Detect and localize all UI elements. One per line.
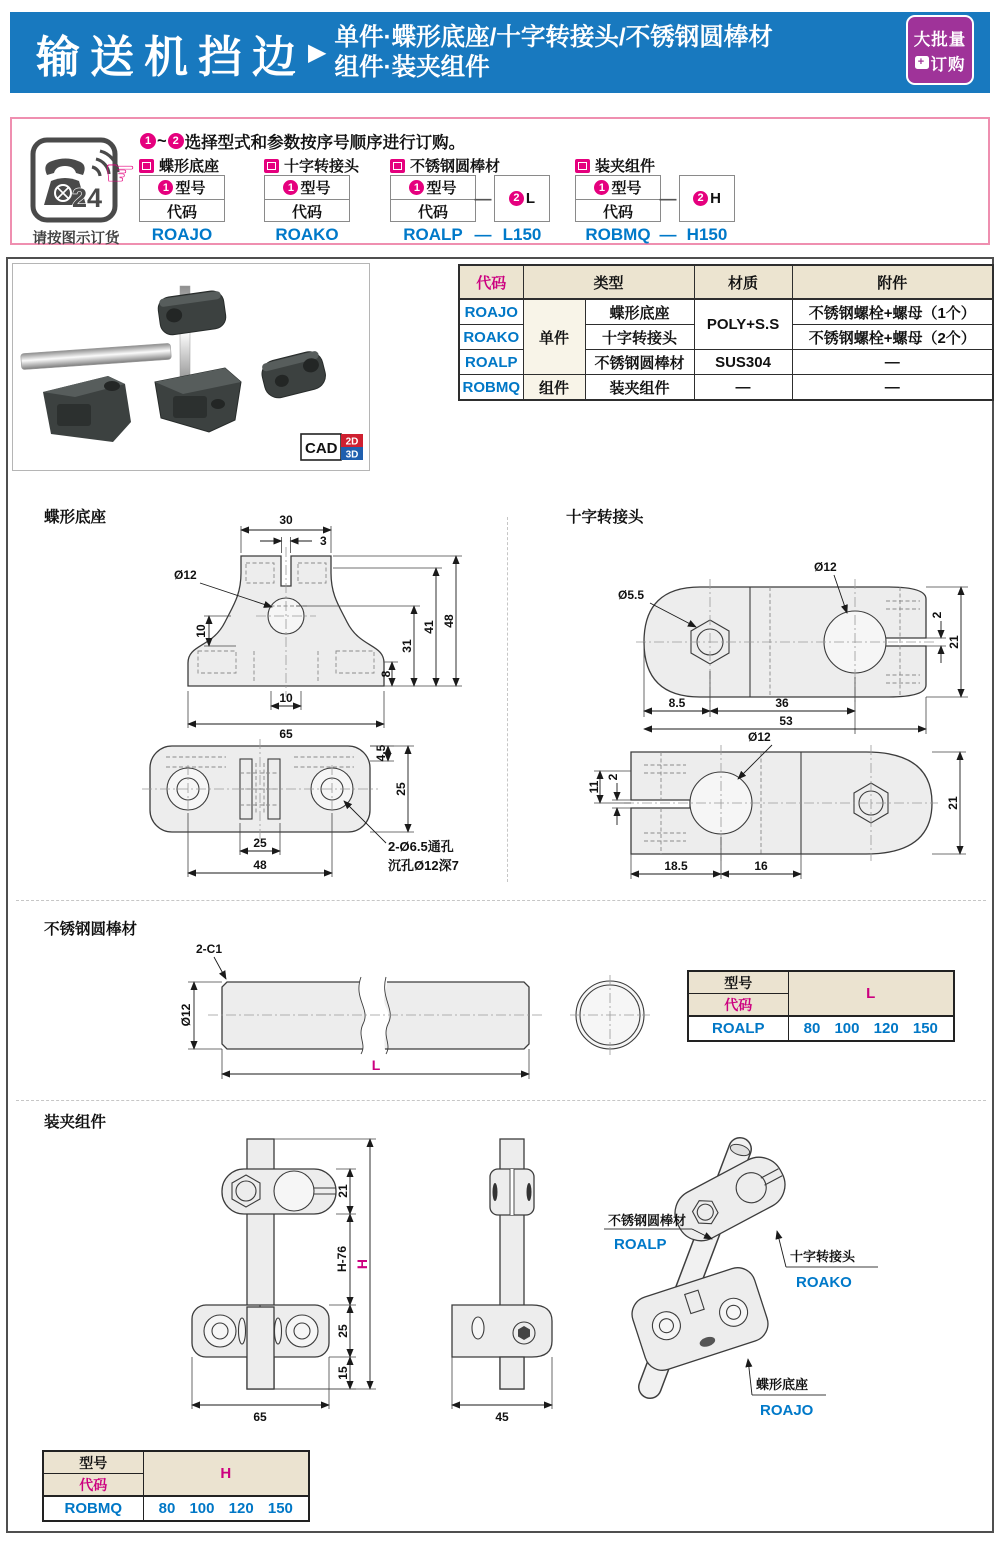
product-photo	[13, 264, 369, 470]
dim-36: 36	[775, 696, 789, 710]
callout-base-code: ROAJO	[760, 1402, 814, 1419]
dim-dia12: Ø12	[814, 560, 837, 574]
pointing-finger-icon: ☞	[104, 153, 137, 194]
dim-65: 65	[253, 1410, 267, 1424]
cad-2d3d-badge	[301, 434, 363, 461]
order-box-clamp-height: 2 H	[679, 175, 735, 222]
num-2-circle: 2	[509, 191, 524, 206]
callout-rod-code: ROALP	[614, 1236, 667, 1253]
dim-dia5.5: Ø5.5	[618, 588, 645, 602]
svg-text:3D: 3D	[345, 449, 359, 461]
code-roalp: ROALP	[403, 225, 463, 244]
model-header: 型号	[43, 1451, 143, 1474]
dim-41: 41	[422, 620, 436, 634]
page-subtitle	[334, 23, 772, 83]
dim-31: 31	[400, 639, 414, 653]
bubble-plus-icon: +	[915, 56, 929, 69]
callout-cross-label: 十字转接头	[790, 1249, 856, 1264]
code-robmq: ROBMQ	[585, 225, 651, 244]
dim-48b: 48	[253, 858, 267, 872]
dim-11: 11	[587, 780, 601, 794]
code-l150: L150	[502, 225, 542, 244]
dim-18.5: 18.5	[664, 859, 688, 873]
section-label-rod: 不锈钢圆棒材	[44, 921, 138, 938]
code-roako: ROAKO	[275, 225, 339, 244]
badge-line-1: 大批量	[913, 30, 967, 49]
phone-24-label: 24	[71, 183, 103, 213]
code-dash: —	[659, 225, 677, 244]
order-box-butterfly: 1 型号 代码	[139, 175, 225, 222]
ordering-instruction: 1 ~ 2 选择型式和参数按序号顺序进行订购。	[140, 129, 465, 153]
num-1-circle: 1	[158, 180, 173, 195]
badge-line-2: + 订购	[915, 51, 966, 75]
order-box-clamp: 1 型号 代码	[575, 175, 661, 222]
subtitle-line-1: 单件·蝶形底座/十字转接头/不锈钢圆棒材	[334, 23, 773, 51]
code-robmq: ROBMQ	[43, 1496, 143, 1521]
butterfly-base-iso	[627, 1263, 772, 1375]
group-title-butterfly-base: 蝶形底座	[139, 155, 219, 176]
step-1-circle: 1	[140, 133, 156, 149]
steel-rod-photo	[21, 343, 172, 369]
dash: —	[474, 189, 492, 208]
dim-15: 15	[336, 1366, 350, 1380]
order-box-cross: 1 型号 代码	[264, 175, 350, 222]
length-column-header: L	[788, 971, 954, 1016]
dim-45: 45	[495, 1410, 509, 1424]
catalog-icon	[139, 159, 154, 173]
section-label-butterfly: 蝶形底座	[44, 509, 107, 526]
callout-rod-label: 不锈钢圆棒材	[608, 1213, 687, 1228]
header-material: 材质	[694, 265, 792, 299]
num-1-circle: 1	[594, 180, 609, 195]
dim-3: 3	[320, 534, 327, 548]
rod-size-table	[687, 970, 955, 1042]
section-divider-1	[16, 900, 986, 901]
dim-dia12: Ø12	[174, 568, 197, 582]
code-h150: H150	[686, 225, 728, 244]
product-photo-box	[12, 263, 370, 471]
dim-30: 30	[279, 513, 293, 527]
dim-b10: 10	[279, 691, 293, 705]
drawing-clamp-side	[448, 1125, 574, 1427]
dim-65: 65	[279, 727, 293, 741]
dash: —	[659, 189, 677, 208]
dim-8.5: 8.5	[668, 696, 686, 710]
page-header	[10, 12, 990, 93]
code-dash: —	[474, 225, 492, 244]
clamp-size-table	[42, 1450, 310, 1522]
dim-L: L	[371, 1057, 381, 1073]
dim-25: 25	[336, 1324, 350, 1338]
group-title-clamp-assembly: 装夹组件	[575, 155, 655, 176]
dim-21: 21	[336, 1184, 350, 1198]
table-row	[43, 1496, 309, 1521]
dim-2: 2	[606, 773, 620, 781]
callout-cross-code: ROAKO	[796, 1274, 852, 1291]
header-type: 类型	[523, 265, 694, 299]
section-label-cross: 十字转接头	[566, 509, 644, 526]
drawing-clamp-front	[172, 1125, 392, 1427]
order-box-rod: 1 型号 代码	[390, 175, 476, 222]
cross-adapter-photo-right	[259, 349, 328, 401]
dim-2: 2	[930, 611, 944, 619]
page-title: 输送机挡边	[36, 32, 306, 82]
table-row: ROAKO 十字转接头 不锈钢螺栓+螺母（2个）	[459, 325, 993, 350]
drawing-butterfly-bottom	[136, 733, 516, 888]
group-title-rod: 不锈钢圆棒材	[390, 155, 500, 176]
dim-21: 21	[947, 635, 961, 649]
svg-text:2D: 2D	[345, 436, 359, 448]
note-hole-1: 2-Ø6.5通孔	[388, 839, 454, 854]
dim-16: 16	[754, 859, 768, 873]
dim-53: 53	[779, 714, 793, 728]
length-values: 80 100 120 150	[788, 1016, 954, 1041]
drawing-rod	[148, 937, 718, 1089]
dim-dia12: Ø12	[748, 730, 771, 744]
table-header-row	[459, 265, 993, 299]
parts-spec-table	[458, 264, 994, 401]
dim-48: 48	[442, 614, 456, 628]
code-roajo: ROAJO	[151, 225, 213, 244]
code-header: 代码	[688, 994, 788, 1017]
dim-h76: H-76	[335, 1245, 349, 1273]
catalog-icon	[264, 159, 279, 173]
drawing-clamp-isometric	[580, 1137, 992, 1449]
svg-text:CAD: CAD	[305, 440, 338, 457]
num-1-circle: 1	[283, 180, 298, 195]
header-code: 代码	[459, 265, 523, 299]
header-accessory: 附件	[792, 265, 993, 299]
dim-4.5: 4.5	[374, 744, 388, 762]
drawing-cross-view2	[586, 727, 986, 889]
subtitle-line-2: 组件·装夹组件	[334, 53, 490, 81]
height-values: 80 100 120 150	[143, 1496, 309, 1521]
drawing-butterfly-front	[136, 511, 456, 741]
order-box-rod-length: 2 L	[494, 175, 550, 222]
group-title-cross-adapter: 十字转接头	[264, 155, 359, 176]
height-column-header: H	[143, 1451, 309, 1496]
dim-2-c1: 2-C1	[196, 942, 223, 956]
model-header: 型号	[688, 971, 788, 994]
table-row: ROBMQ 组件 装夹组件 — —	[459, 375, 993, 401]
table-row	[688, 1016, 954, 1041]
dim-dia12: Ø12	[179, 1003, 193, 1027]
callout-base-label: 蝶形底座	[756, 1377, 809, 1392]
dim-25b: 25	[253, 836, 267, 850]
code-header: 代码	[43, 1474, 143, 1497]
note-hole-2: 沉孔Ø12深7	[388, 858, 459, 873]
dim-8: 8	[379, 670, 393, 678]
dim-H: H	[354, 1258, 370, 1270]
bulk-order-badge[interactable]	[906, 15, 974, 85]
code-roalp: ROALP	[688, 1016, 788, 1041]
butterfly-base-photo-left	[43, 376, 131, 442]
table-row: ROALP 不锈钢圆棒材 SUS304 —	[459, 350, 993, 375]
arrow-icon: ▶	[308, 39, 327, 66]
section-divider-2	[16, 1100, 986, 1101]
ordering-guide-box	[10, 117, 990, 245]
phone-caption: 请按图示订货	[32, 231, 120, 247]
dim-21: 21	[946, 796, 960, 810]
num-1-circle: 1	[409, 180, 424, 195]
num-2-circle: 2	[693, 191, 708, 206]
instruction-text: 选择型式和参数按序号顺序进行订购。	[184, 134, 466, 152]
step-2-circle: 2	[168, 133, 184, 149]
dim-25r: 25	[394, 782, 408, 796]
drawing-cross-view1	[590, 549, 988, 741]
section-label-clamp: 装夹组件	[44, 1114, 107, 1131]
butterfly-base-side	[452, 1305, 552, 1357]
dim-10: 10	[194, 624, 208, 638]
catalog-icon	[575, 159, 590, 173]
table-row: ROAJO 单件 蝶形底座 POLY+S.S 不锈钢螺栓+螺母（1个）	[459, 299, 993, 325]
catalog-icon	[390, 159, 405, 173]
catalog-main-frame	[6, 257, 994, 1533]
